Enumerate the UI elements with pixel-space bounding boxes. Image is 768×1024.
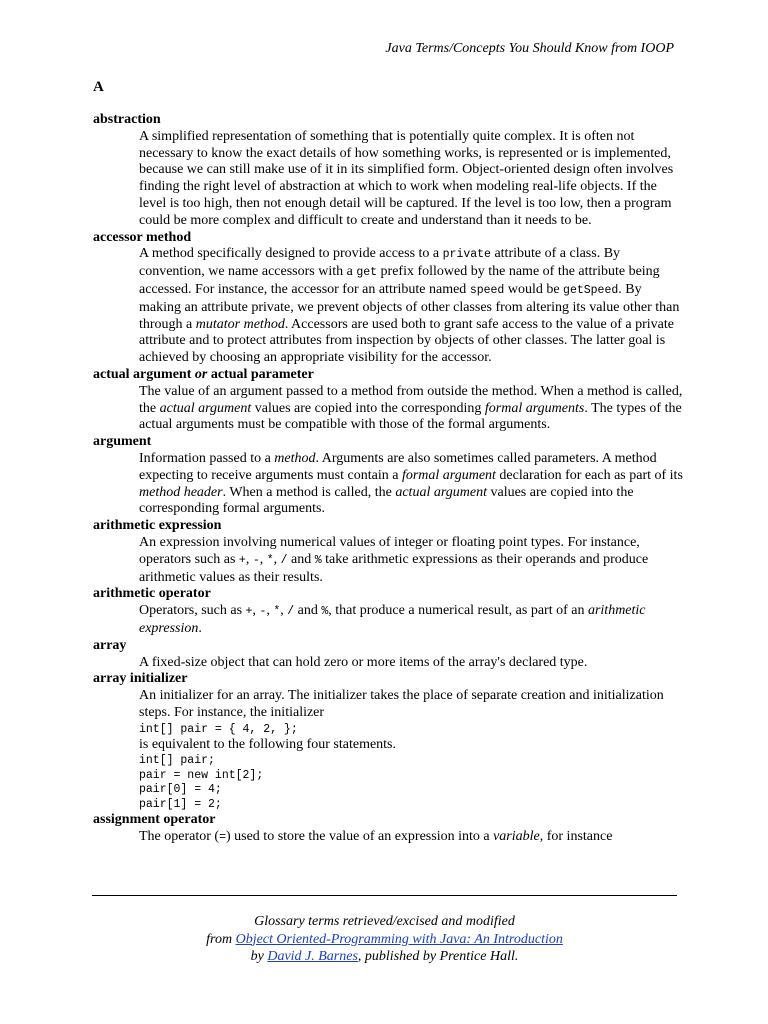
code-line: pair[0] = 4; — [139, 783, 222, 797]
definition: The value of an argument passed to a method from outside the method. When a method is called, the actual argument values are copied into the corresponding formal arguments. The types of the actual arguments must be compatible with those of the formal arguments. — [139, 383, 683, 433]
code-line: pair = new int[2]; — [139, 768, 264, 782]
term: assignment operator — [93, 812, 216, 828]
author-link[interactable]: David J. Barnes — [267, 949, 358, 964]
glossary-entry-array — [93, 638, 683, 672]
definition: An expression involving numerical values of integer or floating point types. For instance, operators such as +, -, *, / and % take arithmetic expressions as their operands and produce arithmetic values as their results. — [139, 534, 649, 585]
footer-line-3: by David J. Barnes, published by Prentice Hall. — [250, 949, 519, 964]
book-title-link[interactable]: Object Oriented-Programming with Java: An Introduction — [235, 931, 563, 947]
definition: A method specifically designed to provide access to a private attribute of a class. By convention, we name accessors with a get prefix followed by the name of the attribute being accessed. For instance, the accessor for an attribute named speed would be getSpeed. By making an attribute private, we prevent objects of other classes from altering its value other than through a mutator method. Accessors are used both to grant safe access to the value of a private attribute and to protect attributes from inspection by objects of other classes. The latter goal is achieved by choosing an appropriate visibility for the accessor. — [139, 246, 680, 366]
term: array — [93, 637, 127, 653]
code-line: pair[1] = 2; — [139, 797, 222, 811]
footer-line-2: from Object Oriented-Programming with Java: An Introduction — [206, 931, 563, 947]
term: accessor method — [93, 229, 192, 245]
term: abstraction — [93, 112, 161, 127]
term: argument — [93, 434, 152, 450]
footer-divider — [92, 895, 677, 896]
glossary-entry-accessor-method — [93, 230, 683, 367]
term: actual argument or actual parameter — [93, 366, 314, 382]
definition: Operators, such as +, -, *, / and %, that produce a numerical result, as part of an arithmetic expression. — [139, 603, 646, 636]
footer-line-1: Glossary terms retrieved/excised and modified — [254, 914, 515, 929]
glossary-entry-argument — [93, 434, 683, 518]
definition: A fixed-size object that can hold zero or more items of the array's declared type. — [139, 654, 588, 670]
term: array initializer — [93, 671, 188, 687]
definition: An initializer for an array. The initializer takes the place of separate creation and initialization steps. For instance, the initializer int[] pair = { 4, 2, }; is equivalent to the following four statements. int[] pair; pair = new int[2]; pair[0] = 4; pair[1] = 2; — [139, 688, 683, 812]
glossary-entry-actual-argument — [93, 367, 683, 434]
code-line: int[] pair; — [139, 753, 215, 767]
footer-citation — [92, 913, 677, 966]
term: arithmetic expression — [93, 518, 222, 534]
glossary-entry-abstraction — [93, 112, 683, 230]
term: arithmetic operator — [93, 586, 211, 602]
glossary-list — [93, 112, 683, 847]
glossary-entry-assignment-operator — [93, 812, 683, 847]
code-line: int[] pair = { 4, 2, }; — [139, 722, 298, 736]
definition: A simplified representation of something that is potentially quite complex. It is often not necessary to know the exact details of how something works, is represented or is implemented, because we can still make use of it in its simplified form. Object-oriented design often involves finding the right level of abstraction at which to work when modeling real-life objects. If the level is too high, then not enough detail will be captured. If the level is too low, then a program could be more complex and difficult to create and understand than it needs to be. — [139, 128, 674, 228]
glossary-entry-arithmetic-operator — [93, 586, 683, 637]
running-header: Java Terms/Concepts You Should Know from IOOP — [385, 41, 674, 56]
definition: Information passed to a method. Arguments are also sometimes called parameters. A method expecting to receive arguments must contain a formal argument declaration for each as part of its method header. When a method is called, the actual argument values are copied into the corresponding formal arguments. — [139, 450, 683, 517]
section-letter: A — [93, 79, 104, 95]
glossary-entry-arithmetic-expression — [93, 518, 683, 586]
glossary-entry-array-initializer — [93, 671, 683, 812]
definition: The operator (=) used to store the value of an expression into a variable, for instance — [139, 829, 613, 845]
